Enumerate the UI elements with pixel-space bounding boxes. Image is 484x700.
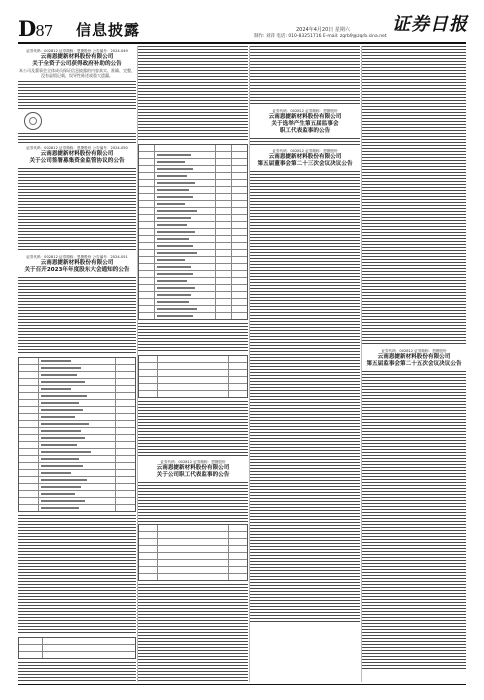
notice-title-line: 关于召开2023年年度股东大会通知的公告 [24,267,130,273]
issue-date: 2024年4月20日 星期六 [296,27,350,33]
body-text [250,138,360,146]
voting-table [138,144,248,320]
resolution-table [138,524,248,581]
footer-rule [18,684,466,685]
notice-meta: 证券代码：002812 证券简称：恩捷股份 [160,460,226,464]
body-text [18,168,136,252]
notice-title-line: 云南恩捷新材料股份有限公司 [40,151,114,157]
body-text [250,171,360,623]
newspaper-logo: 证券日报 [392,14,468,35]
notice-heading [138,460,248,479]
body-text [138,482,248,522]
editor-contact: 制作: 刘萍 电话: 010-83251716 E-mail: zqrb9@zqrb.sina.net [254,34,387,39]
notice-title-line: 云南恩捷新材料股份有限公司 [156,465,230,471]
notice-heading [250,149,360,168]
notice-title-line: 云南恩捷新材料股份有限公司 [268,154,342,160]
proxy-table [138,355,248,398]
body-text [138,584,248,682]
page-label [18,18,52,42]
header-rule [18,42,466,44]
notice-title-line: 关于公司签署募集资金监管协议的公告 [29,158,125,164]
notice-heading [250,109,360,135]
body-text [362,371,466,671]
notice-heading [18,146,136,165]
notice-meta: 证券代码：002812 证券简称：恩捷股份 公告编号：2024-050 [26,146,128,150]
notice-title-line: 关于公司职工代表监事的公告 [156,472,230,478]
notice-title-line: 云南恩捷新材料股份有限公司 [268,114,342,120]
notice-statement: 本公司及董事会全体成员保证信息披露的内容真实、准确、完整，没有虚假记载、误导性陈述或重大遗漏。 [19,68,135,78]
column-2 [138,46,248,682]
notice-meta: 证券代码：002812 证券简称：恩捷股份 [272,149,338,153]
attendance-form-table [18,637,136,659]
notice-heading [18,255,136,274]
company-seal-icon [24,112,42,130]
body-text [18,277,136,355]
notice-title-line: 云南恩捷新材料股份有限公司 [40,54,114,60]
section-title: 信息披露 [76,21,141,39]
page-number: 87 [35,22,53,40]
notice-title-line: 云南恩捷新材料股份有限公司 [40,260,114,266]
body-text [250,46,360,106]
notice-title-line: 职工代表监事的公告 [279,128,331,134]
body-text [138,401,248,457]
notice-meta: 证券代码：002812 证券简称：恩捷股份 公告编号：2024-049 [26,49,128,53]
body-text [138,323,248,353]
body-text [138,46,248,142]
notice-title-line: 云南恩捷新材料股份有限公司 [377,354,451,360]
notice-title-line: 第五届监事会第二十五次会议决议公告 [366,361,462,367]
notice-meta: 证券代码：002812 证券简称：恩捷股份 [381,349,447,353]
masthead [0,0,484,44]
column-1 [18,46,136,682]
body-text [18,662,136,682]
notice-meta: 证券代码：002812 证券简称：恩捷股份 公告编号：2024-051 [26,255,128,259]
body-text [18,133,136,143]
notice-meta: 证券代码：002812 证券简称：恩捷股份 [272,109,338,113]
notice-title-line: 第五届董事会第二十三次会议决议公告 [257,161,353,167]
column-3 [250,46,360,682]
body-text [18,515,136,635]
column-4 [362,46,466,682]
body-text [18,81,136,109]
notice-heading [362,349,466,368]
page-letter: D [18,16,36,41]
body-text [362,46,466,346]
notice-title-line: 关于选举产生第五届监事会 [271,121,339,127]
proposal-table [18,357,136,512]
notice-heading [18,49,136,78]
notice-title-line: 关于全资子公司获得政府补助的公告 [32,61,122,67]
